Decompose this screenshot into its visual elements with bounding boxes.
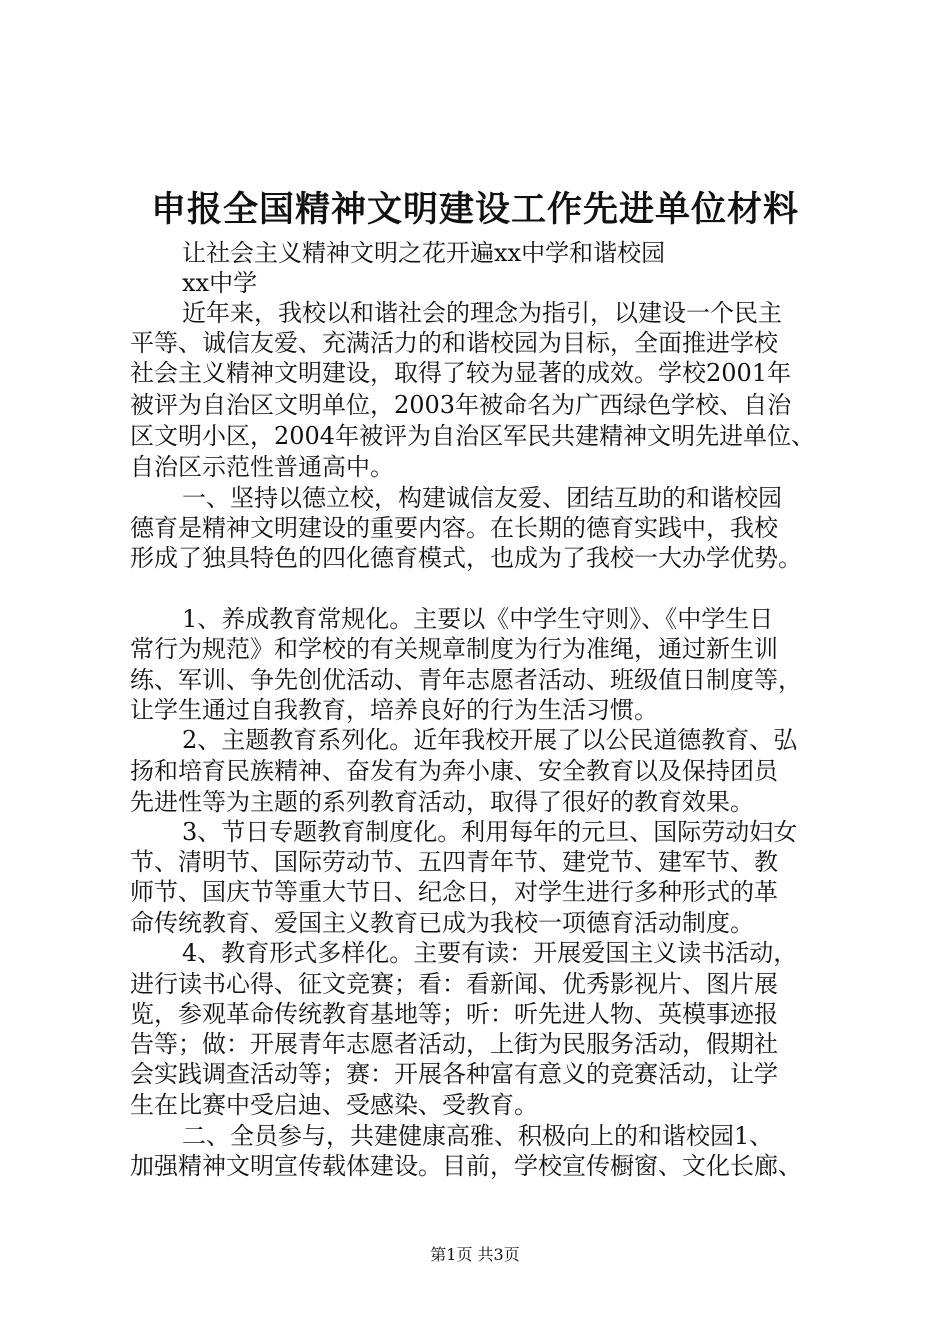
page-footer: 第1页 共3页	[430, 1245, 520, 1264]
paragraph-line: 扬和培育民族精神、奋发有为奔小康、安全教育以及保持团员	[130, 757, 778, 785]
paragraph-line: 自治区示范性普通高中。	[130, 453, 394, 481]
paragraph-line: 让学生通过自我教育，培养良好的行为生活习惯。	[130, 696, 658, 724]
paragraph-line: 社会主义精神文明建设，取得了较为显著的成效。学校2001年	[130, 359, 792, 387]
paragraph-line: 命传统教育、爱国主义教育已成为我校一项德育活动制度。	[130, 909, 754, 937]
paragraph-line: 常行为规范》和学校的有关规章制度为行为准绳，通过新生训	[130, 635, 778, 663]
paragraph-line: 形成了独具特色的四化德育模式，也成为了我校一大办学优势。	[130, 544, 802, 572]
list-item-line: 1、养成教育常规化。主要以《中学生守则》、《中学生日	[182, 605, 774, 633]
paragraph-line: 加强精神文明宣传载体建设。目前，学校宣传橱窗、文化长廊、	[130, 1152, 802, 1180]
paragraph-line: 区文明小区，2004年被评为自治区军民共建精神文明先进单位、	[130, 422, 816, 450]
subtitle-line: 让社会主义精神文明之花开遍xx中学和谐校园	[182, 239, 666, 267]
paragraph-line: 生在比赛中受启迪、受感染、受教育。	[130, 1091, 538, 1119]
paragraph-line: 进行读书心得、征文竞赛；看：看新闻、优秀影视片、图片展	[130, 970, 778, 998]
paragraph-line: 告等；做：开展青年志愿者活动，上街为民服务活动，假期社	[130, 1030, 778, 1058]
paragraph-line: 德育是精神文明建设的重要内容。在长期的德育实践中，我校	[130, 514, 778, 542]
list-item-line: 2、主题教育系列化。近年我校开展了以公民道德教育、弘	[182, 726, 798, 754]
list-item-line: 3、节日专题教育制度化。利用每年的元旦、国际劳动妇女	[182, 818, 798, 846]
paragraph-line: 会实践调查活动等；赛：开展各种富有意义的竞赛活动，让学	[130, 1060, 778, 1088]
section-heading-line: 一、坚持以德立校，构建诚信友爱、团结互助的和谐校园	[182, 484, 782, 512]
paragraph-line: 练、军训、争先创优活动、青年志愿者活动、班级值日制度等，	[130, 666, 802, 694]
paragraph-line: 被评为自治区文明单位，2003年被命名为广西绿色学校、自治	[130, 391, 792, 419]
document-title: 申报全国精神文明建设工作先进单位材料	[150, 189, 799, 230]
paragraph-line: 平等、诚信友爱、充满活力的和谐校园为目标，全面推进学校	[130, 329, 778, 357]
school-name-line: xx中学	[182, 269, 258, 297]
paragraph-line: 师节、国庆节等重大节日、纪念日，对学生进行多种形式的革	[130, 878, 778, 906]
paragraph-line: 近年来，我校以和谐社会的理念为指引，以建设一个民主	[182, 299, 782, 327]
paragraph-line: 先进性等为主题的系列教育活动，取得了很好的教育效果。	[130, 788, 754, 816]
paragraph-line: 览，参观革命传统教育基地等；听：听先进人物、英模事迹报	[130, 1000, 778, 1028]
section-heading-line: 二、全员参与，共建健康高雅、积极向上的和谐校园1、	[182, 1122, 774, 1150]
paragraph-line: 节、清明节、国际劳动节、五四青年节、建党节、建军节、教	[130, 848, 778, 876]
list-item-line: 4、教育形式多样化。主要有读：开展爱国主义读书活动，	[182, 939, 798, 967]
